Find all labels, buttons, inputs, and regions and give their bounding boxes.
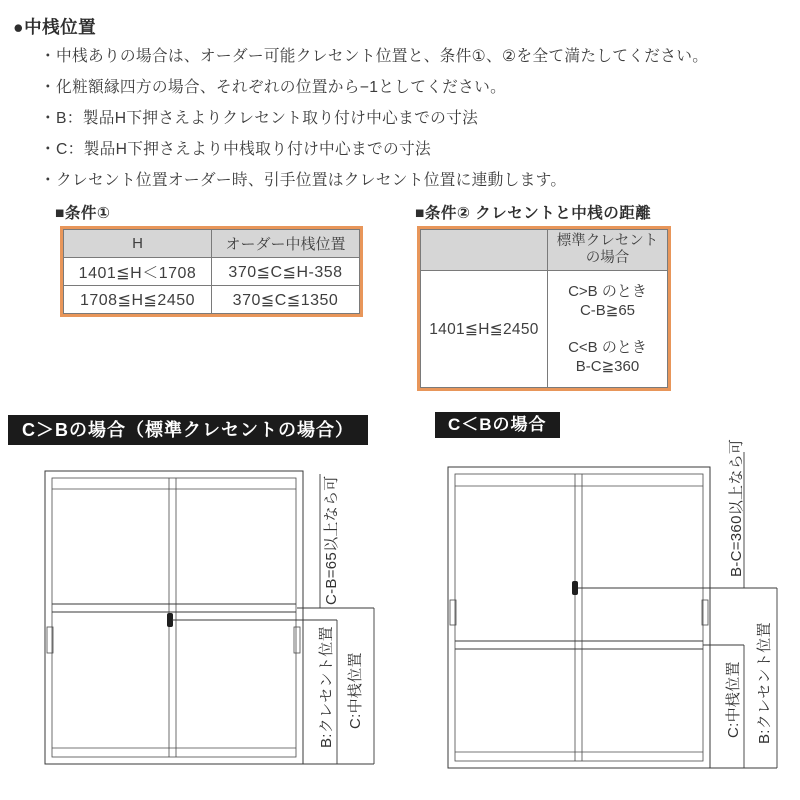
gap-dimension-label: B-C=360以上なら可: [728, 438, 745, 577]
condition2-title: ■条件② クレセントと中桟の距離: [415, 205, 652, 222]
intro-bullet-list: [40, 46, 708, 201]
diagram-right-window: [448, 467, 710, 768]
header-line: の場合: [585, 250, 630, 266]
bullet-line: ・クレセント位置オーダー時、引手位置はクレセント位置に連動します。: [40, 172, 567, 189]
cell-h-range: 1708≦H≦2450: [64, 286, 212, 314]
diagram-right-dimensions: [578, 439, 777, 768]
diagram-left-title-bar: C＞Bの場合（標準クレセントの場合）: [8, 415, 368, 445]
col-header-order-rail-position: オーダー中桟位置: [212, 230, 360, 258]
dimension-b-label: B:クレセント位置: [756, 622, 773, 744]
case-line: C>B のとき: [568, 283, 647, 300]
cell-cases: [547, 271, 667, 388]
table-row: [64, 286, 360, 314]
bullet-line: ・化粧額縁四方の場合、それぞれの位置から−1としてください。: [40, 79, 507, 96]
dimension-c-label: C:中桟位置: [347, 652, 364, 729]
window-outer-frame: [448, 467, 710, 768]
diagram-left-window: [45, 471, 303, 764]
dimension-c-label: C:中桟位置: [725, 661, 742, 738]
crescent-lock: [572, 581, 578, 595]
case-line: C<B のとき: [568, 339, 647, 356]
case-line: B-C≧360: [575, 358, 640, 375]
diagram-right-title-bar: C＜Bの場合: [435, 412, 560, 438]
page-title: ●中桟位置: [13, 17, 97, 37]
condition1-title: ■条件①: [55, 205, 111, 222]
table-row: [421, 271, 668, 388]
header-line: 標準クレセント: [556, 233, 659, 249]
bullet-line: ・B：製品H下押さえよりクレセント取り付け中心までの寸法: [40, 110, 479, 127]
diagram-left-dimensions: [172, 474, 374, 764]
gap-dimension-label: C-B=65以上なら可: [323, 475, 340, 605]
col-header-h: H: [64, 230, 212, 258]
window-inner-frame: [52, 478, 296, 757]
bullet-line: ・C：製品H下押さえより中桟取り付け中心までの寸法: [40, 141, 431, 158]
window-outer-frame: [45, 471, 303, 764]
condition1-table: [60, 226, 363, 317]
col-header-empty: [421, 230, 548, 271]
condition2-table: [417, 226, 671, 391]
table-header-row: [421, 230, 668, 271]
cell-h-range: 1401≦H＜1708: [64, 258, 212, 286]
table-row: [64, 258, 360, 286]
cell-c-range: 370≦C≦1350: [212, 286, 360, 314]
cell-c-range: 370≦C≦H-358: [212, 258, 360, 286]
pull-handle: [294, 627, 300, 653]
window-inner-frame: [455, 474, 703, 761]
col-header-standard-crescent: [547, 230, 667, 271]
table-header-row: [64, 230, 360, 258]
cell-h-range: 1401≦H≦2450: [421, 271, 548, 388]
dimension-b-label: B:クレセント位置: [318, 626, 335, 748]
bullet-line: ・中桟ありの場合は、オーダー可能クレセント位置と、条件①、②を全て満たしてください。: [40, 48, 709, 65]
window-diagrams: [0, 408, 800, 800]
case-line: C-B≧65: [579, 302, 636, 319]
